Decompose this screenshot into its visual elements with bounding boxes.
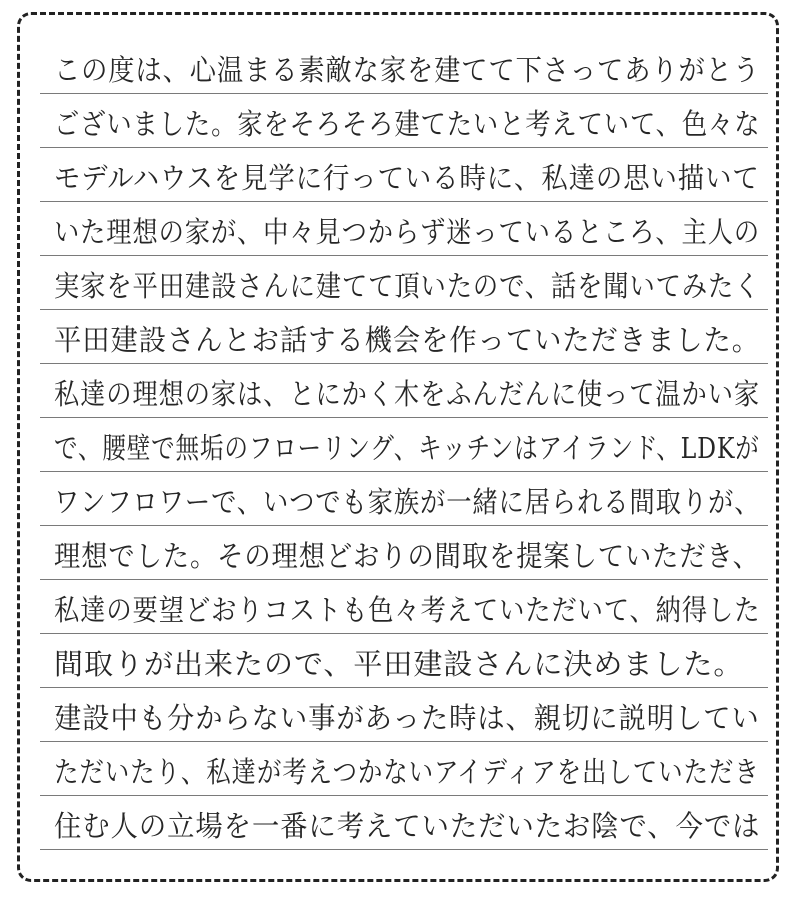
letter-line-11: 私達の要望どおりコストも色々考えていただいて、納得した <box>54 593 761 627</box>
ruled-line-6 <box>40 310 768 364</box>
letter-line-10: 理想でした。その理想どおりの間取を提案していただき、 <box>54 539 760 573</box>
letter-line-2: ございました。家をそろそろ建てたいと考えていて、色々な <box>54 107 761 141</box>
letter-line-5: 実家を平田建設さんに建てて頂いたので、話を聞いてみたく <box>54 269 761 303</box>
letter-line-1: この度は、心温まる素敵な家を建てて下さってありがとう <box>54 53 760 87</box>
ruled-line-5 <box>40 256 768 310</box>
ruled-line-3 <box>40 148 768 202</box>
ruled-line-15 <box>40 796 768 850</box>
letter-line-3: モデルハウスを見学に行っている時に、私達の思い描いて <box>54 161 760 195</box>
ruled-line-14 <box>40 742 768 796</box>
letter-line-13: 建設中も分からない事があった時は、親切に説明してい <box>54 701 760 735</box>
ruled-line-1 <box>40 40 768 94</box>
letter-line-6: 平田建設さんとお話する機会を作っていただきました。 <box>54 323 760 357</box>
ruled-line-13 <box>40 688 768 742</box>
letter-line-12: 間取りが出来たので、平田建設さんに決めました。 <box>54 647 744 681</box>
ruled-line-2 <box>40 94 768 148</box>
letter-line-14: ただいたり、私達が考えつかないアイディアを出していただき <box>54 755 760 789</box>
letter-line-7: 私達の理想の家は、とにかく木をふんだんに使って温かい家 <box>54 377 761 411</box>
ruled-line-10 <box>40 526 768 580</box>
letter-line-8: で、腰壁で無垢のフローリング、キッチンはアイランド、LDKが <box>54 431 760 465</box>
ruled-line-11 <box>40 580 768 634</box>
ruled-line-4 <box>40 202 768 256</box>
letter-line-4: いた理想の家が、中々見つからず迷っているところ、主人の <box>54 215 761 249</box>
letter-line-15: 住む人の立場を一番に考えていただいたお陰で、今では <box>54 809 761 843</box>
handwritten-letter <box>40 40 768 850</box>
ruled-line-12 <box>40 634 768 688</box>
ruled-line-8 <box>40 418 768 472</box>
ruled-line-9 <box>40 472 768 526</box>
letter-line-9: ワンフロワーで、いつでも家族が一緒に居られる間取りが、 <box>54 485 761 519</box>
ruled-line-7 <box>40 364 768 418</box>
